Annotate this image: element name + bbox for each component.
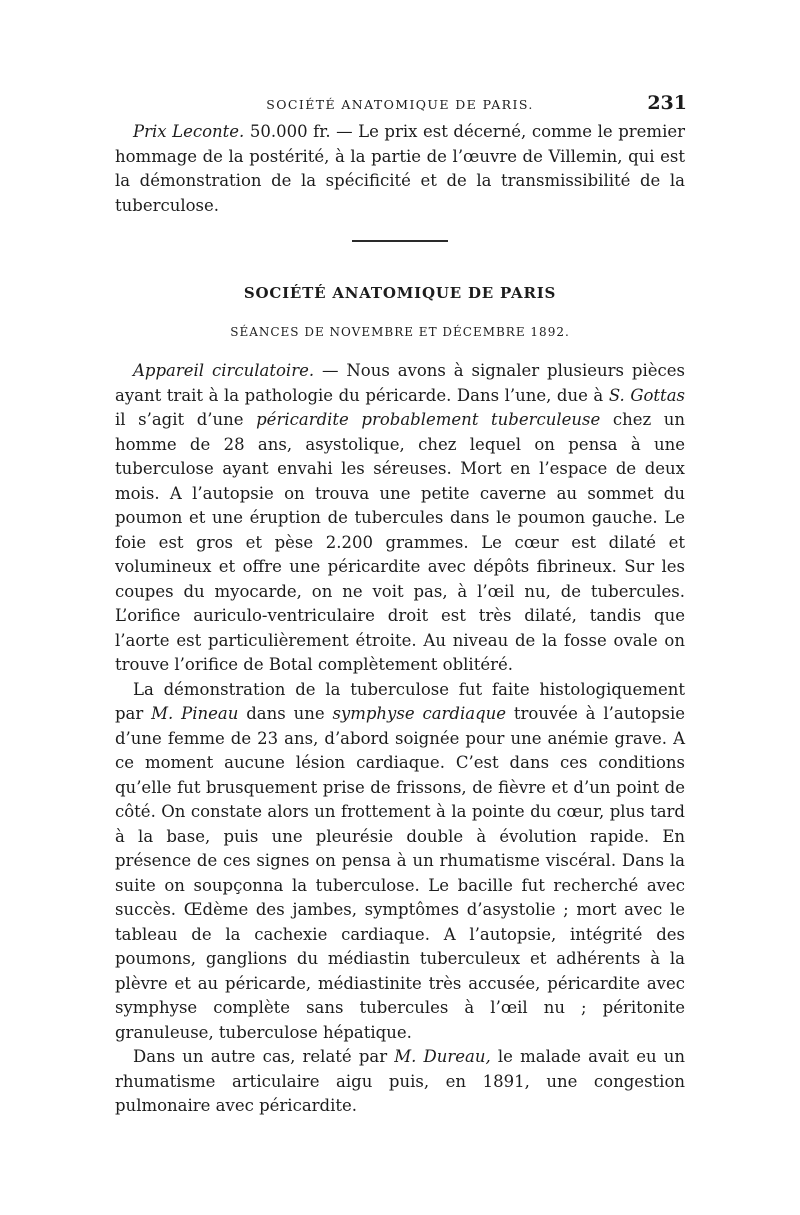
paragraph-text: dans une bbox=[238, 704, 333, 723]
author-name: M. Pineau bbox=[151, 704, 239, 723]
section-subtitle: SÉANCES DE NOVEMBRE ET DÉCEMBRE 1892. bbox=[230, 325, 570, 339]
paragraph-text: il s’agit d’une bbox=[115, 410, 257, 429]
section-title: SOCIÉTÉ ANATOMIQUE DE PARIS bbox=[243, 284, 557, 302]
prize-label: Prix Leconte. bbox=[133, 122, 245, 141]
author-name: M. Dureau, bbox=[394, 1047, 491, 1066]
prize-paragraph bbox=[115, 120, 685, 218]
paragraph-text: La démonstration de la tuberculose fut faite histologiquement par bbox=[115, 679, 685, 723]
running-title: SOCIÉTÉ ANATOMIQUE DE PARIS. bbox=[266, 97, 534, 112]
paragraph-pineau bbox=[115, 678, 685, 1046]
section-divider bbox=[352, 240, 448, 242]
paragraph-heading: Appareil circulatoire. bbox=[133, 361, 315, 380]
paragraph-text: Dans un autre cas, relaté par bbox=[133, 1047, 395, 1066]
author-name: S. Gottas bbox=[608, 385, 685, 405]
paragraph-text: le malade avait eu un rhumatisme articulaire aigu puis, en 1891, une congestion pulmonaire avec péricardite. bbox=[115, 1047, 685, 1115]
paragraph-text: trouvée à l’autopsie d’une femme de 23 ans, d’abord soignée pour une anémie grave. A ce moment aucune lésion cardiaque. C’est dans ces conditions qu’elle fut brusquement prise de frissons, de fièvre et d’un point de côté. On constate alors un frottement à la pointe du cœur, plus tard à la base, puis une pleurésie double à évolution rapide. En présence de ces signes on pensa à un rhumatisme viscéral. Dans la suite on soupçonna la tuberculose. Le bacille fut recherché avec succès. Œdème des jambes, symptômes d’asystolie ; mort avec le tableau de la cachexie cardiaque. A l’autopsie, intégrité des poumons, ganglions du médiastin tuberculeux et adhérents à la plèvre et au péricarde, médiastinite très accusée, péricardite avec symphyse complète sans tubercules à l’œil nu ; péritonite granuleuse, tuberculose hépatique. bbox=[115, 704, 685, 1042]
running-header bbox=[115, 92, 685, 118]
document-page bbox=[115, 92, 685, 1119]
page-number: 231 bbox=[647, 92, 687, 114]
prize-text: 50.000 fr. — Le prix est décerné, comme le premier hommage de la postérité, à la partie de l’œuvre de Villemin, qui est la démonstration de la spécificité et de la transmissibilité de la tuberculose. bbox=[115, 122, 685, 215]
paragraph-dureau bbox=[115, 1045, 685, 1119]
paragraph-text: — Nous avons à signaler plusieurs pièces ayant trait à la pathologie du péricarde. Dans l’une, due à bbox=[115, 361, 685, 405]
diagnosis-term: symphyse cardiaque bbox=[332, 704, 507, 723]
paragraph-circulatory bbox=[115, 359, 685, 678]
diagnosis-term: péricardite probablement tuberculeuse bbox=[256, 410, 601, 429]
paragraph-text: chez un homme de 28 ans, asystolique, chez lequel on pensa à une tuberculose ayant envahi les séreuses. Mort en l’espace de deux mois. A l’autopsie on trouva une petite caverne au sommet du poumon et une éruption de tubercules dans le poumon gauche. Le foie est gros et pèse 2.200 grammes. Le cœur est dilaté et volumineux et offre une péricardite avec dépôts fibrineux. Sur les coupes du myocarde, on ne voit pas, à l’œil nu, de tubercules. L’orifice auriculo-ventriculaire droit est très dilaté, tandis que l’aorte est particulièrement étroite. Au niveau de la fosse ovale on trouve l’orifice de Botal complètement oblitéré. bbox=[115, 410, 685, 674]
